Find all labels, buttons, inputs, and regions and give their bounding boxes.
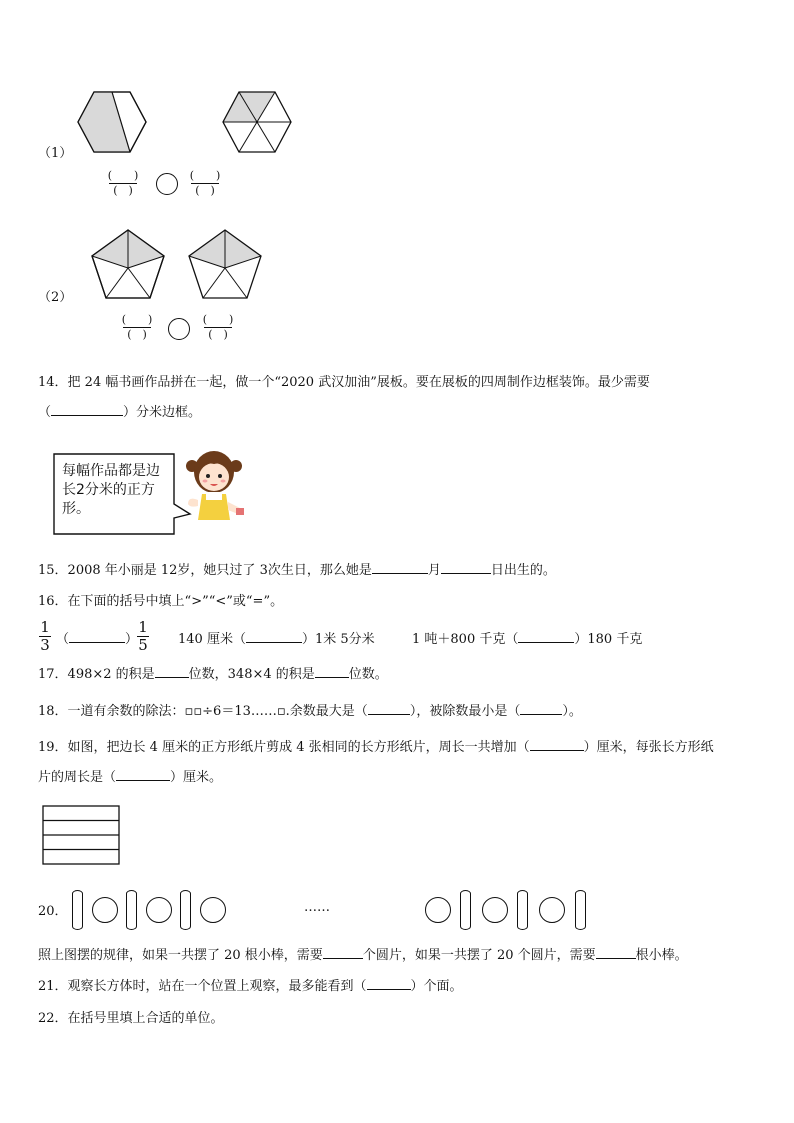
fraction-blank [188,170,222,197]
answer-blank-day[interactable] [441,561,491,574]
fraction-numerator: ( ) [202,313,234,326]
stick-icon [126,890,137,930]
fraction-denominator: ( ) [113,184,133,197]
fraction-blank [201,314,235,341]
disc-icon [92,897,118,923]
q20-label: 20． [38,904,68,919]
answer-blank[interactable] [520,702,562,715]
answer-blank[interactable] [315,665,349,678]
answer-blank[interactable] [51,403,123,416]
bubble-line: 长2分米的正方 [62,482,155,498]
disc-icon [200,897,226,923]
answer-blank[interactable] [367,977,411,990]
q19-text-line2: 片的周长是（ ）厘米。 [38,770,223,785]
fraction-one-fifth: 1 5 [138,618,148,654]
square-cut-into-strips [42,805,120,865]
q20-text: 照上图摆的规律，如果一共摆了 20 根小棒，需要 个圆片，如果一共摆了 20 个圆片，需要 根小棒。 [38,948,688,963]
answer-blank[interactable] [530,738,584,751]
q14-text-line1: 14．把 24 幅书画作品拼在一起，做一个“2020 武汉加油”展板。要在展板的四周制作边框装饰。最少需要 [38,375,650,390]
disc-icon [425,897,451,923]
q22-text: 22．在括号里填上合适的单位。 [38,1011,224,1026]
disc-icon [146,897,172,923]
stick-icon [180,890,191,930]
answer-blank[interactable] [155,665,189,678]
q20-ellipsis: …… [304,900,330,915]
fraction-blank [120,314,154,341]
answer-blank[interactable] [323,946,363,959]
disc-icon [539,897,565,923]
answer-blank[interactable] [69,630,125,643]
q16-compare-1: （ ） [56,632,139,647]
fraction-denominator: ( ) [195,184,215,197]
pentagon-fifths-two-shaded [187,228,263,300]
q13-part2-label: （2） [38,290,73,305]
q13-part1-label: （1） [38,146,73,161]
compare-circle[interactable] [168,318,190,340]
hexagon-half-shaded [76,90,148,154]
q16-compare-3: 1 吨＋800 千克（ ）180 千克 [412,632,643,647]
fraction-one-third: 1 3 [40,618,50,654]
answer-blank[interactable] [246,630,302,643]
answer-blank[interactable] [596,946,636,959]
bubble-line: 形。 [62,501,90,517]
answer-blank[interactable] [518,630,574,643]
q18-text: 18．一道有余数的除法：▫▫÷6＝13……▫.余数最大是（ ），被除数最小是（ ）。 [38,704,582,719]
stick-icon [72,890,83,930]
fraction-numerator: ( ) [107,169,139,182]
fraction-denominator: ( ) [127,328,147,341]
answer-blank[interactable] [368,702,410,715]
q21-text: 21．观察长方体时，站在一个位置上观察，最多能看到（ ）个面。 [38,979,463,994]
q14-text-line2: （ ）分米边框。 [38,405,202,420]
stick-icon [575,890,586,930]
q15-text: 15．2008 年小丽是 12岁，她只过了 3次生日，那么她是 月 日出生的。 [38,563,556,578]
compare-circle[interactable] [156,173,178,195]
stick-icon [460,890,471,930]
answer-blank[interactable] [116,768,170,781]
answer-blank-month[interactable] [372,561,428,574]
stick-icon [517,890,528,930]
fraction-blank [106,170,140,197]
pentagon-fifths-shaded [90,228,166,300]
girl-illustration [184,446,246,522]
fraction-numerator: ( ) [121,313,153,326]
bubble-line: 每幅作品都是边 [62,463,160,479]
hexagon-sixths-two-shaded [221,90,293,154]
fraction-numerator: ( ) [189,169,221,182]
fraction-denominator: ( ) [208,328,228,341]
q16-title: 16．在下面的括号中填上“>”“<”或“=”。 [38,594,284,609]
disc-icon [482,897,508,923]
q19-text-line1: 19．如图，把边长 4 厘米的正方形纸片剪成 4 张相同的长方形纸片，周长一共增加（ ）厘米，每张长方形纸 [38,740,714,755]
q17-text: 17．498×2 的积是 位数，348×4 的积是 位数。 [38,667,388,682]
speech-bubble-text [62,462,160,519]
q16-compare-2: 140 厘米（ ）1米 5分米 [178,632,375,647]
